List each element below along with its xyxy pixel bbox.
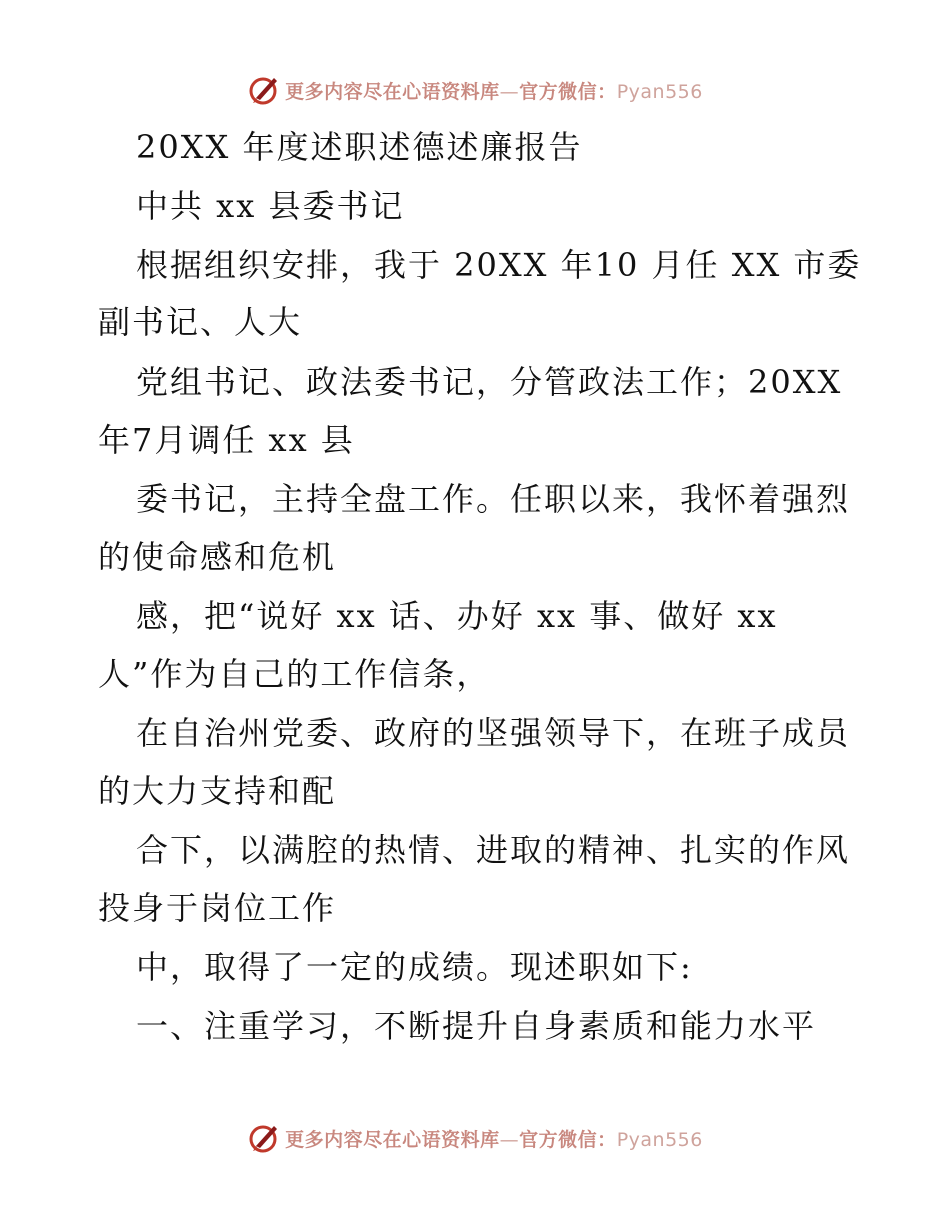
footer-watermark-banner: [0, 1118, 950, 1158]
document-title: 20XX 年度述职述德述廉报告: [136, 128, 583, 166]
paragraph-line: 感，把“说好 xx 话、办好 xx 事、做好 xx: [136, 597, 778, 635]
paragraph-line: 的大力支持和配: [98, 772, 337, 810]
watermark-separator: ：: [597, 1128, 617, 1151]
document-author: 中共 xx 县委书记: [136, 187, 405, 225]
watermark-brand: 更多内容尽在心语资料库: [285, 1128, 500, 1151]
watermark-dash: —: [499, 1128, 520, 1151]
watermark-official: 官方微信: [519, 80, 598, 103]
watermark-text: [285, 77, 703, 104]
paragraph-line: 在自治州党委、政府的坚强领导下，在班子成员: [136, 714, 851, 752]
watermark-official: 官方微信: [519, 1128, 598, 1151]
watermark-wechat-id: Pyan556: [616, 1128, 703, 1151]
watermark-text: [285, 1125, 703, 1152]
quill-circle-icon: [247, 73, 281, 107]
paragraph-line: 副书记、人大: [98, 303, 303, 341]
paragraph-line: 委书记，主持全盘工作。任职以来，我怀着强烈: [136, 480, 851, 518]
quill-circle-icon: [247, 1121, 281, 1155]
watermark-wechat-id: Pyan556: [616, 80, 703, 103]
watermark-brand: 更多内容尽在心语资料库: [285, 80, 500, 103]
paragraph-line: 年7月调任 xx 县: [98, 421, 355, 459]
watermark-dash: —: [499, 80, 520, 103]
paragraph-line: 中，取得了一定的成绩。现述职如下:: [136, 948, 693, 986]
paragraph-line: 根据组织安排，我于 20XX 年10 月任 XX 市委: [136, 246, 862, 284]
paragraph-line: 人”作为自己的工作信条，: [98, 655, 491, 693]
paragraph-line: 党组书记、政法委书记，分管政法工作；20XX: [136, 363, 843, 401]
paragraph-line: 投身于岗位工作: [98, 889, 337, 927]
section-heading: 一、注重学习，不断提升自身素质和能力水平: [136, 1007, 817, 1045]
watermark-separator: ：: [597, 80, 617, 103]
header-watermark-banner: [0, 70, 950, 110]
paragraph-line: 的使命感和危机: [98, 538, 337, 576]
paragraph-line: 合下，以满腔的热情、进取的精神、扎实的作风: [136, 831, 851, 869]
